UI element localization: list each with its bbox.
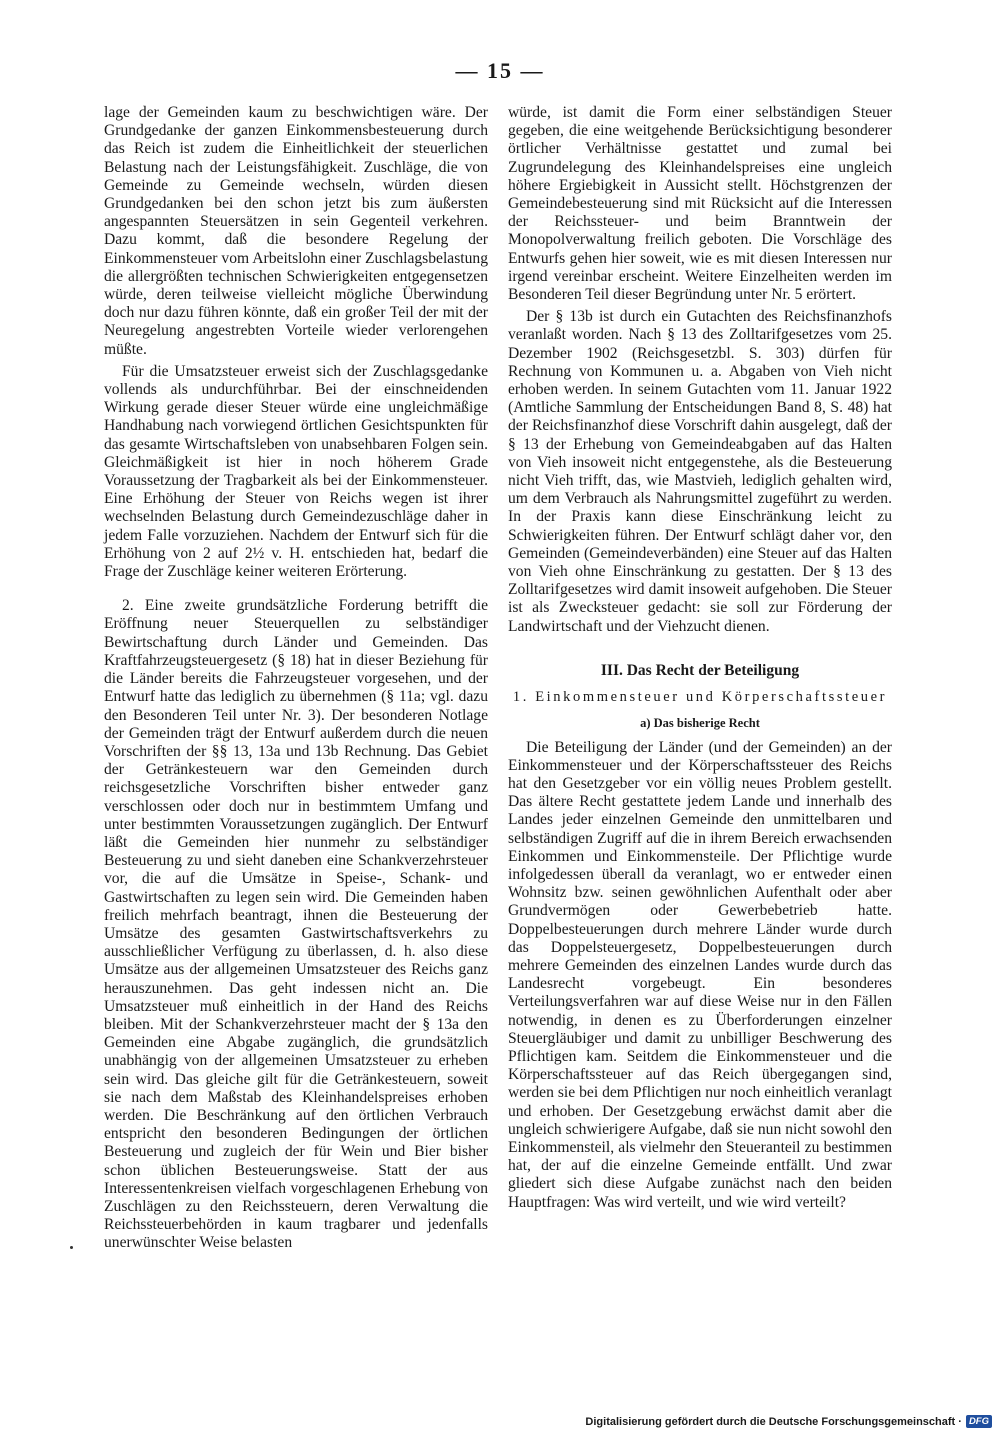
left-paragraph-1: lage der Gemeinden kaum zu beschwichtigen wäre. Der Grundgedanke der ganzen Einkommensbesteuerung durch das Reich ist zudem die Einheitlichkeit der steuerlichen Belastung nach der Leistungsfähigkeit. Zuschläge, die von Gemeinde zu Gemeinde wechseln, würden diesen Grundgedanken bei den schon jetzt bis zum äußersten angespannten Steuersätzen in sein Gegenteil verkehren. Dazu kommt, daß die besondere Regelung der Einkommensteuer vom Arbeitslohn einer Zuschlagsbelastung die allergrößten technischen Schwierigkeiten entgegensetzen würde, deren teilweise vielleicht mögliche Überwindung doch nur dazu führen könnte, daß ein großer Teil der mit der Neuregelung angestrebten Vorteile wieder verlorengehen müßte. xyxy=(104,104,488,358)
footer xyxy=(585,1415,992,1428)
page-number: — 15 — xyxy=(455,58,545,83)
right-paragraph-1: würde, ist damit die Form einer selbständigen Steuer gegeben, die eine weitgehende Berücksichtigung besonderer örtlicher Verhältnisse gestattet und zumal bei Zugrundelegung des Kleinhandelspreises eine ungleich höhere Ergiebigkeit in Aussicht stellt. Höchstgrenzen der Gemeindebesteuerung sind mit Rücksicht auf die Interessen der Reichssteuer- und beim Branntwein der Monopolverwaltung freilich geboten. Die Vorschläge des Entwurfs gehen hier soweit, wie es mit diesen Interessen nur irgend vereinbar erscheint. Weitere Einzelheiten werden im Besonderen Teil dieser Begründung unter Nr. 5 erörtert. xyxy=(508,104,892,304)
subsubheading: a) Das bisherige Recht xyxy=(640,716,760,731)
right-paragraph-2: Der § 13b ist durch ein Gutachten des Reichsfinanzhofs veranlaßt worden. Nach § 13 des Zolltarifgesetzes vom 25. Dezember 1902 (Reichsgesetzbl. S. 303) dürfen für Rechnung von Kommunen u. a. Abgaben von Vieh nicht erhoben werden. In seinem Gutachten vom 11. Januar 1922 (Amtliche Sammlung der Entscheidungen Band 8, S. 48) hat der Reichsfinanzhof diese Vorschrift dahin ausgelegt, daß der § 13 der Erhebung von Gemeindeabgaben auf das Halten von Vieh insoweit nicht entgegenstehe, als die Besteuerung nicht Vieh trifft, das, wie Mastvieh, lediglich gehalten wird, um dem Verbrauch als Nahrungsmittel zugeführt zu werden. In der Praxis kann diese Einschränkung leicht zu Schwierigkeiten führen. Der Entwurf schlägt daher vor, den Gemeinden (Gemeindeverbänden) eine Steuer auf das Halten von Vieh ohne Einschränkung zu gestatten. Der § 13 des Zolltarifgesetzes wird damit insoweit aufgehoben. Die Steuer ist als Zwecksteuer gedacht: sie soll zur Förderung der Landwirtschaft und der Viehzucht dienen. xyxy=(508,308,892,635)
left-paragraph-2: Für die Umsatzsteuer erweist sich der Zuschlagsgedanke vollends als undurchführbar. Bei der einschneidenden Wirkung gerade dieser Steuer würde eine ungleichmäßige Handhabung nach vorwiegend örtlichen Gesichtspunkten für das gesamte Wirtschaftsleben von unabsehbaren Folgen sein. Gleichmäßigkeit ist hier in noch höherem Grade Voraussetzung der Tragbarkeit als bei der Einkommensteuer. Eine Erhöhung der Steuer von Reichs wegen ist ihrer wechselnden Belastung durch Gemeindezuschläge daher in jedem Falle vorzuziehen. Nachdem der Entwurf sich für die Erhöhung von 2 auf 2½ v. H. entschieden hat, bedarf die Frage der Zuschläge keiner weiteren Erörterung. xyxy=(104,362,488,581)
subheading: 1. Einkommensteuer und Körperschaftssteuer xyxy=(512,689,888,706)
right-column xyxy=(508,104,892,1212)
left-paragraph-3: 2. Eine zweite grundsätzliche Forderung betrifft die Eröffnung neuer Steuerquellen zu selbständiger Bewirtschaftung durch Länder und Gemeinden. Das Kraftfahrzeugsteuergesetz (§ 18) hat in dieser Beziehung für die Länder bereits die Fahrzeugsteuer vorgesehen, und der Entwurf hatte das lediglich zu übernehmen (§ 11a; vgl. dazu den Besonderen Teil unter Nr. 3). Der besonderen Notlage der Gemeinden trägt der Entwurf außerdem durch die neuen Vorschriften der §§ 13, 13a und 13b Rechnung. Das Gebiet der Getränkesteuern war den Gemeinden durch reichsgesetzliche Vorschriften bisher entweder ganz verschlossen oder doch nur in bestimmtem Umfang und unter bestimmten Voraussetzungen zugänglich. Der Entwurf läßt die Gemeinden hier nunmehr zu selbständiger Besteuerung zu und sieht daneben eine Schankverzehrsteuer vor, die auf die Umsätze in Speise-, Schank- und Gastwirtschaften zu legen sein wird. Die Gemeinden haben freilich mehrfach beantragt, ihnen die Besteuerung der Umsätze des gesamten Gastwirtschaftsverkehrs zu ausschließlicher Verfügung zu überlassen, d. h. also diese Umsätze aus der allgemeinen Umsatzsteuer des Reichs ganz herauszunehmen. Das geht indessen nicht an. Die Umsatzsteuer muß einheitlich in der Hand des Reichs bleiben. Mit der Schankverzehrsteuer macht der § 13a den Gemeinden eine Abgabe zugänglich, die grundsätzlich unabhängig von der allgemeinen Umsatzsteuer zu erheben sein wird. Das gleiche gilt für die Getränkesteuern, soweit sie nach dem Maßstab des Kleinhandelspreises erhoben werden. Die Beschränkung auf den örtlichen Verbrauch entspricht den besonderen Bedingungen der örtlichen Besteuerung und zugleich der für Wein und Bier bisher schon üblichen Besteuerungsweise. Statt der aus Interessentenkreisen vielfach vorgeschlagenen Erhebung von Zuschlägen zu den Reichssteuern, deren Verwaltung die Reichssteuerbehörden in kaum tragbarer und jedenfalls unerwünschter Weise belasten xyxy=(104,597,488,1252)
dfg-logo: DFG xyxy=(966,1415,992,1428)
section-heading: III. Das Recht der Beteiligung xyxy=(600,661,800,679)
footer-text: Digitalisierung gefördert durch die Deutsche Forschungsgemeinschaft · xyxy=(585,1415,962,1428)
right-paragraph-3: Die Beteiligung der Länder (und der Gemeinden) an der Einkommensteuer und der Körperschaftssteuer des Reichs hat den Gesetzgeber vor ein völlig neues Problem gestellt. Das ältere Recht gestattete jedem Lande und innerhalb des Landes jeder einzelnen Gemeinde den unmittelbaren und selbständigen Zugriff auf die in ihrem Bereich erwachsenden Einkommen und Einkommensteile. Der Pflichtige wurde infolgedessen überall da veranlagt, wo er entweder einen Wohnsitz bzw. seinen gewöhnlichen Aufenthalt oder aber Grundvermögen oder Gewerbebetrieb hatte. Doppelbesteuerungen durch mehrere Länder wurde durch das Doppelsteuergesetz, Doppelbesteuerungen durch mehrere Gemeinden des einzelnen Landes wurde durch das Landesrecht vorgebeugt. Ein besonderes Verteilungsverfahren war auf diese Weise nur in den Fällen notwendig, in denen es zu Überforderungen einzelner Steuergläubiger und damit zu unbilliger Beschwerung des Pflichtigen kam. Seitdem die Einkommensteuer und die Körperschaftssteuer auf das Reich übergegangen sind, werden sie bei dem Pflichtigen nur noch einheitlich veranlagt und erhoben. Der Gesetzgebung erwächst damit aber die ungleich schwierigere Aufgabe, daß sie nun nicht sowohl den Einkommensteil, als vielmehr den Steueranteil zu bestimmen hat, der auf die einzelne Gemeinde entfällt. Und zwar gliedert sich diese Aufgabe zunächst nach den beiden Hauptfragen: Was wird verteilt, und wie wird verteilt? xyxy=(508,738,892,1211)
margin-dot xyxy=(70,1246,73,1249)
left-column xyxy=(104,104,488,1253)
